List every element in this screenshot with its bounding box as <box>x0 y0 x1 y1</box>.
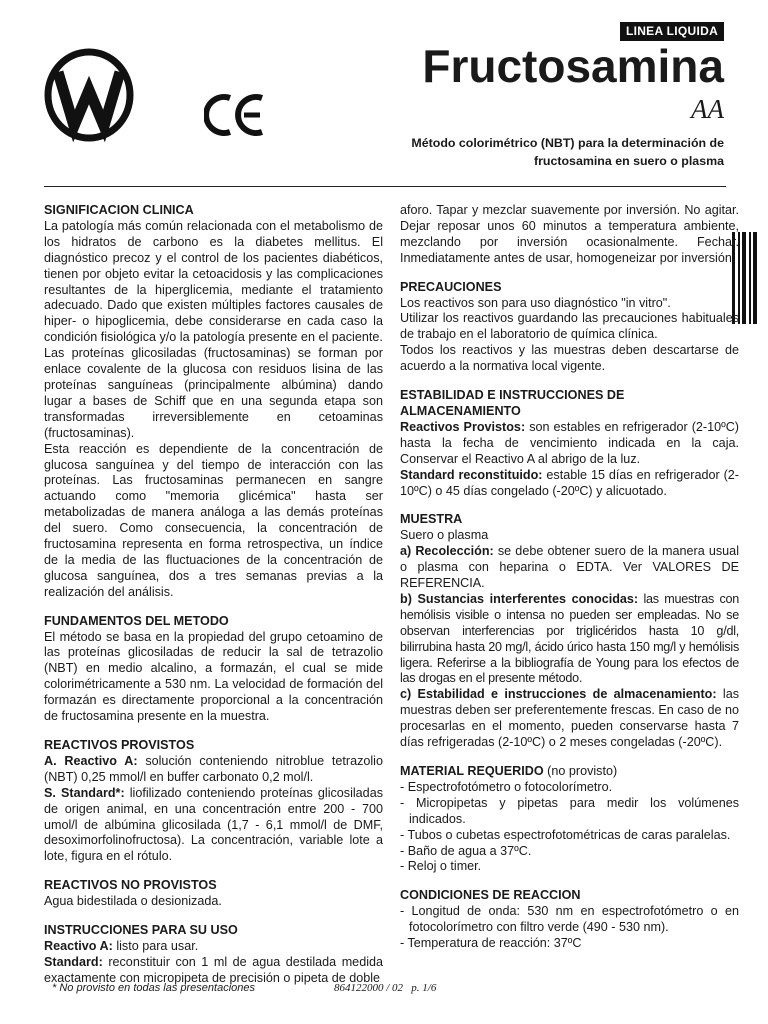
section-reactivos-no-provistos <box>44 878 383 910</box>
paragraph: El método se basa en la propiedad del grupo cetoamino de las proteínas glicosiladas de reducir la sal de tetrazolio (NBT) en medio alcalino, a formazán, el cual se mide colorimétricamente a 530 nm. La velocidad de formación del formazán es directamente proporcional a la concentración de fructosamina presente en la muestra. <box>44 629 383 724</box>
paragraph <box>400 468 739 500</box>
section-estabilidad <box>400 388 739 499</box>
material-list <box>400 780 739 875</box>
section-material-requerido <box>400 764 739 875</box>
list-item: - Longitud de onda: 530 nm en espectrofotómetro o en fotocolorímetro con filtro verde (490 - 530 nm). <box>400 904 739 935</box>
instrucciones-continuation <box>400 203 739 267</box>
paragraph <box>44 786 383 866</box>
section-heading-row <box>400 764 739 780</box>
section-significacion-clinica <box>44 203 383 601</box>
paragraph: Las proteínas glicosiladas (fructosaminas) se forman por enlace covalente de la glucosa con residuos lisina de las proteínas sanguíneas (principalmente albúmina) dando lugar a bases de Schiff que en una segunda etapa son transformadas irreversiblemente en cetoaminas (fructosaminas). <box>44 346 383 440</box>
section-heading: PRECAUCIONES <box>400 279 502 294</box>
section-heading: INSTRUCCIONES PARA SU USO <box>44 923 238 938</box>
list-item: - Reloj o timer. <box>400 859 482 874</box>
condiciones-list <box>400 904 739 952</box>
section-fundamentos <box>44 614 383 725</box>
paragraph: Utilizar los reactivos guardando las precauciones habituales de trabajo en el laboratorio de química clínica. <box>400 311 739 342</box>
item-text: listo para usar. <box>112 938 199 953</box>
section-heading: CONDICIONES DE REACCION <box>400 888 581 903</box>
paragraph: Esta reacción es dependiente de la concentración de glucosa sanguínea y del tiempo de interacción con las proteínas. Las fructosaminas permanecen en sangre actuando como "memoria glicémica" hasta ser metabolizadas de manera análoga a las demás proteínas del suero. Como consecuencia, la concentración de fructosamina representa en forma retrospectiva, un índice de la media de las fluctuaciones de la concentración de glucosa sanguínea, dos a tres semanas previas a la realización del análisis. <box>44 441 383 599</box>
list-item: - Micropipetas y pipetas para medir los volúmenes indicados. <box>400 795 739 826</box>
section-heading: ESTABILIDAD E INSTRUCCIONES DE ALMACENAMIENTO <box>400 388 625 418</box>
list-item: - Temperatura de reacción: 37ºC <box>400 936 582 951</box>
linea-liquida-badge: LINEA LIQUIDA <box>620 22 724 41</box>
document-code: 864122000 / 02 p. 1/6 <box>334 982 437 994</box>
item-label: A. Reactivo A: <box>44 753 138 768</box>
section-instrucciones <box>44 923 383 987</box>
section-heading: REACTIVOS NO PROVISTOS <box>44 878 217 893</box>
product-model: AA <box>691 94 724 124</box>
paragraph: Agua bidestilada o desionizada. <box>44 894 222 909</box>
item-text: estable 15 días en refrigerador (2-10ºC) o 45 días congelado (-20ºC) y alicuotado. <box>400 467 739 498</box>
section-heading: SIGNIFICACION CLINICA <box>44 203 194 217</box>
left-column <box>44 203 383 1000</box>
item-text: reconstituir con 1 ml de agua destilada medida exactamente con micropipeta de precisión o pipeta de doble <box>44 954 383 985</box>
paragraph: Los reactivos son para uso diagnóstico "in vitro". <box>400 295 671 310</box>
paragraph <box>44 754 383 786</box>
paragraph <box>400 544 739 592</box>
item-label: Standard reconstituido: <box>400 467 543 482</box>
item-text: las muestras deben ser preferentemente frescas. En caso de no procesarlas en el momento, pueden conservarse hasta 7 días refrigeradas (2-10ºC) o 2 meses congeladas (-20ºC). <box>400 687 740 750</box>
item-label: c) Estabilidad e instrucciones de almacenamiento: <box>400 687 717 702</box>
paragraph: Todos los reactivos y las muestras deben descartarse de acuerdo a la normativa local vigente. <box>400 343 739 374</box>
list-item: - Espectrofotómetro o fotocolorímetro. <box>400 779 613 794</box>
section-heading: FUNDAMENTOS DEL METODO <box>44 613 229 628</box>
wiener-lab-logo <box>44 48 134 142</box>
section-reactivos-provistos <box>44 738 383 865</box>
section-heading: MATERIAL REQUERIDO <box>400 764 544 778</box>
paragraph <box>44 939 383 955</box>
ce-mark-icon <box>204 92 266 138</box>
item-label: Reactivos Provistos: <box>400 419 526 434</box>
paragraph <box>400 592 739 687</box>
item-label: Standard: <box>44 954 103 969</box>
section-muestra <box>400 512 739 751</box>
item-text: se debe obtener suero de la manera usual o plasma con heparina o EDTA. Ver VALORES DE REFERENCIA. <box>400 544 739 591</box>
paragraph: aforo. Tapar y mezclar suavemente por inversión. No agitar. Dejar reposar unos 60 minutos a temperatura ambiente, mezclando por inversión ocasionalmente. Fechar. Inmediatamente antes de usar, homogeneizar por inversión. <box>400 203 739 265</box>
section-heading: REACTIVOS PROVISTOS <box>44 738 195 752</box>
paragraph: Suero o plasma <box>400 528 489 543</box>
item-label: S. Standard*: <box>44 785 125 800</box>
item-text: son estables en refrigerador (2-10ºC) hasta la fecha de vencimiento indicada en la caja. Conservar el Reactivo A al abrigo de la luz. <box>400 419 739 466</box>
item-text: solución conteniendo nitroblue tetrazolio (NBT) 0,25 mmol/l en buffer carbonato 0,2 mol/l. <box>44 753 383 784</box>
section-precauciones <box>400 280 739 375</box>
item-label: b) Sustancias interferentes conocidas: <box>400 591 639 606</box>
paragraph <box>400 687 739 751</box>
section-condiciones <box>400 888 739 952</box>
product-title: Fructosamina <box>422 40 724 92</box>
item-text: las muestras con hemólisis visible o intensa no pueden ser empleadas. No se observan interferencias por triglicéridos hasta 10 g/dl, bilirrubina hasta 20 mg/l, ácido úrico hasta 150 mg/l y hemólisis ligera. Referirse a la bibliografía de Young para los efectos de las drogas en el presente método. <box>400 591 739 686</box>
item-label: a) Recolección: <box>400 544 494 559</box>
paragraph: La patología más común relacionada con el metabolismo de los hidratos de carbono es la diabetes mellitus. El diagnóstico precoz y el control de los pacientes diabéticos, tienen por objeto evitar la cetoacidosis y las complicaciones resultantes de la hiperglicemia, mediante el tratamiento adecuado. Dado que existen múltiples factores causales de hiper- o hipoglicemia, debe considerarse en cada caso la condición fisiológica y/o la patología presente en el paciente. <box>44 218 383 345</box>
right-column <box>400 203 739 965</box>
item-text: liofilizado conteniendo proteínas glicosiladas de origen animal, en una concentración entre 200 - 700 umol/l de albúmina glicosilada (1,7 - 6,1 mmol/l de DMF, desoximorfolinofructosa). La concentración, variable lote a lote, figura en el rótulo. <box>44 785 383 864</box>
footnote: * No provisto en todas las presentaciones <box>52 982 256 994</box>
list-item: - Baño de agua a 37ºC. <box>400 843 532 858</box>
section-heading-note: (no provisto) <box>543 764 618 778</box>
list-item: - Tubos o cubetas espectrofotométricas de caras paralelas. <box>400 827 731 842</box>
item-label: Reactivo A: <box>44 938 113 953</box>
product-subtitle: Método colorimétrico (NBT) para la determinación de fructosamina en suero o plasma <box>411 136 724 168</box>
paragraph <box>400 420 739 468</box>
header-divider <box>44 186 726 187</box>
section-heading: MUESTRA <box>400 512 463 527</box>
